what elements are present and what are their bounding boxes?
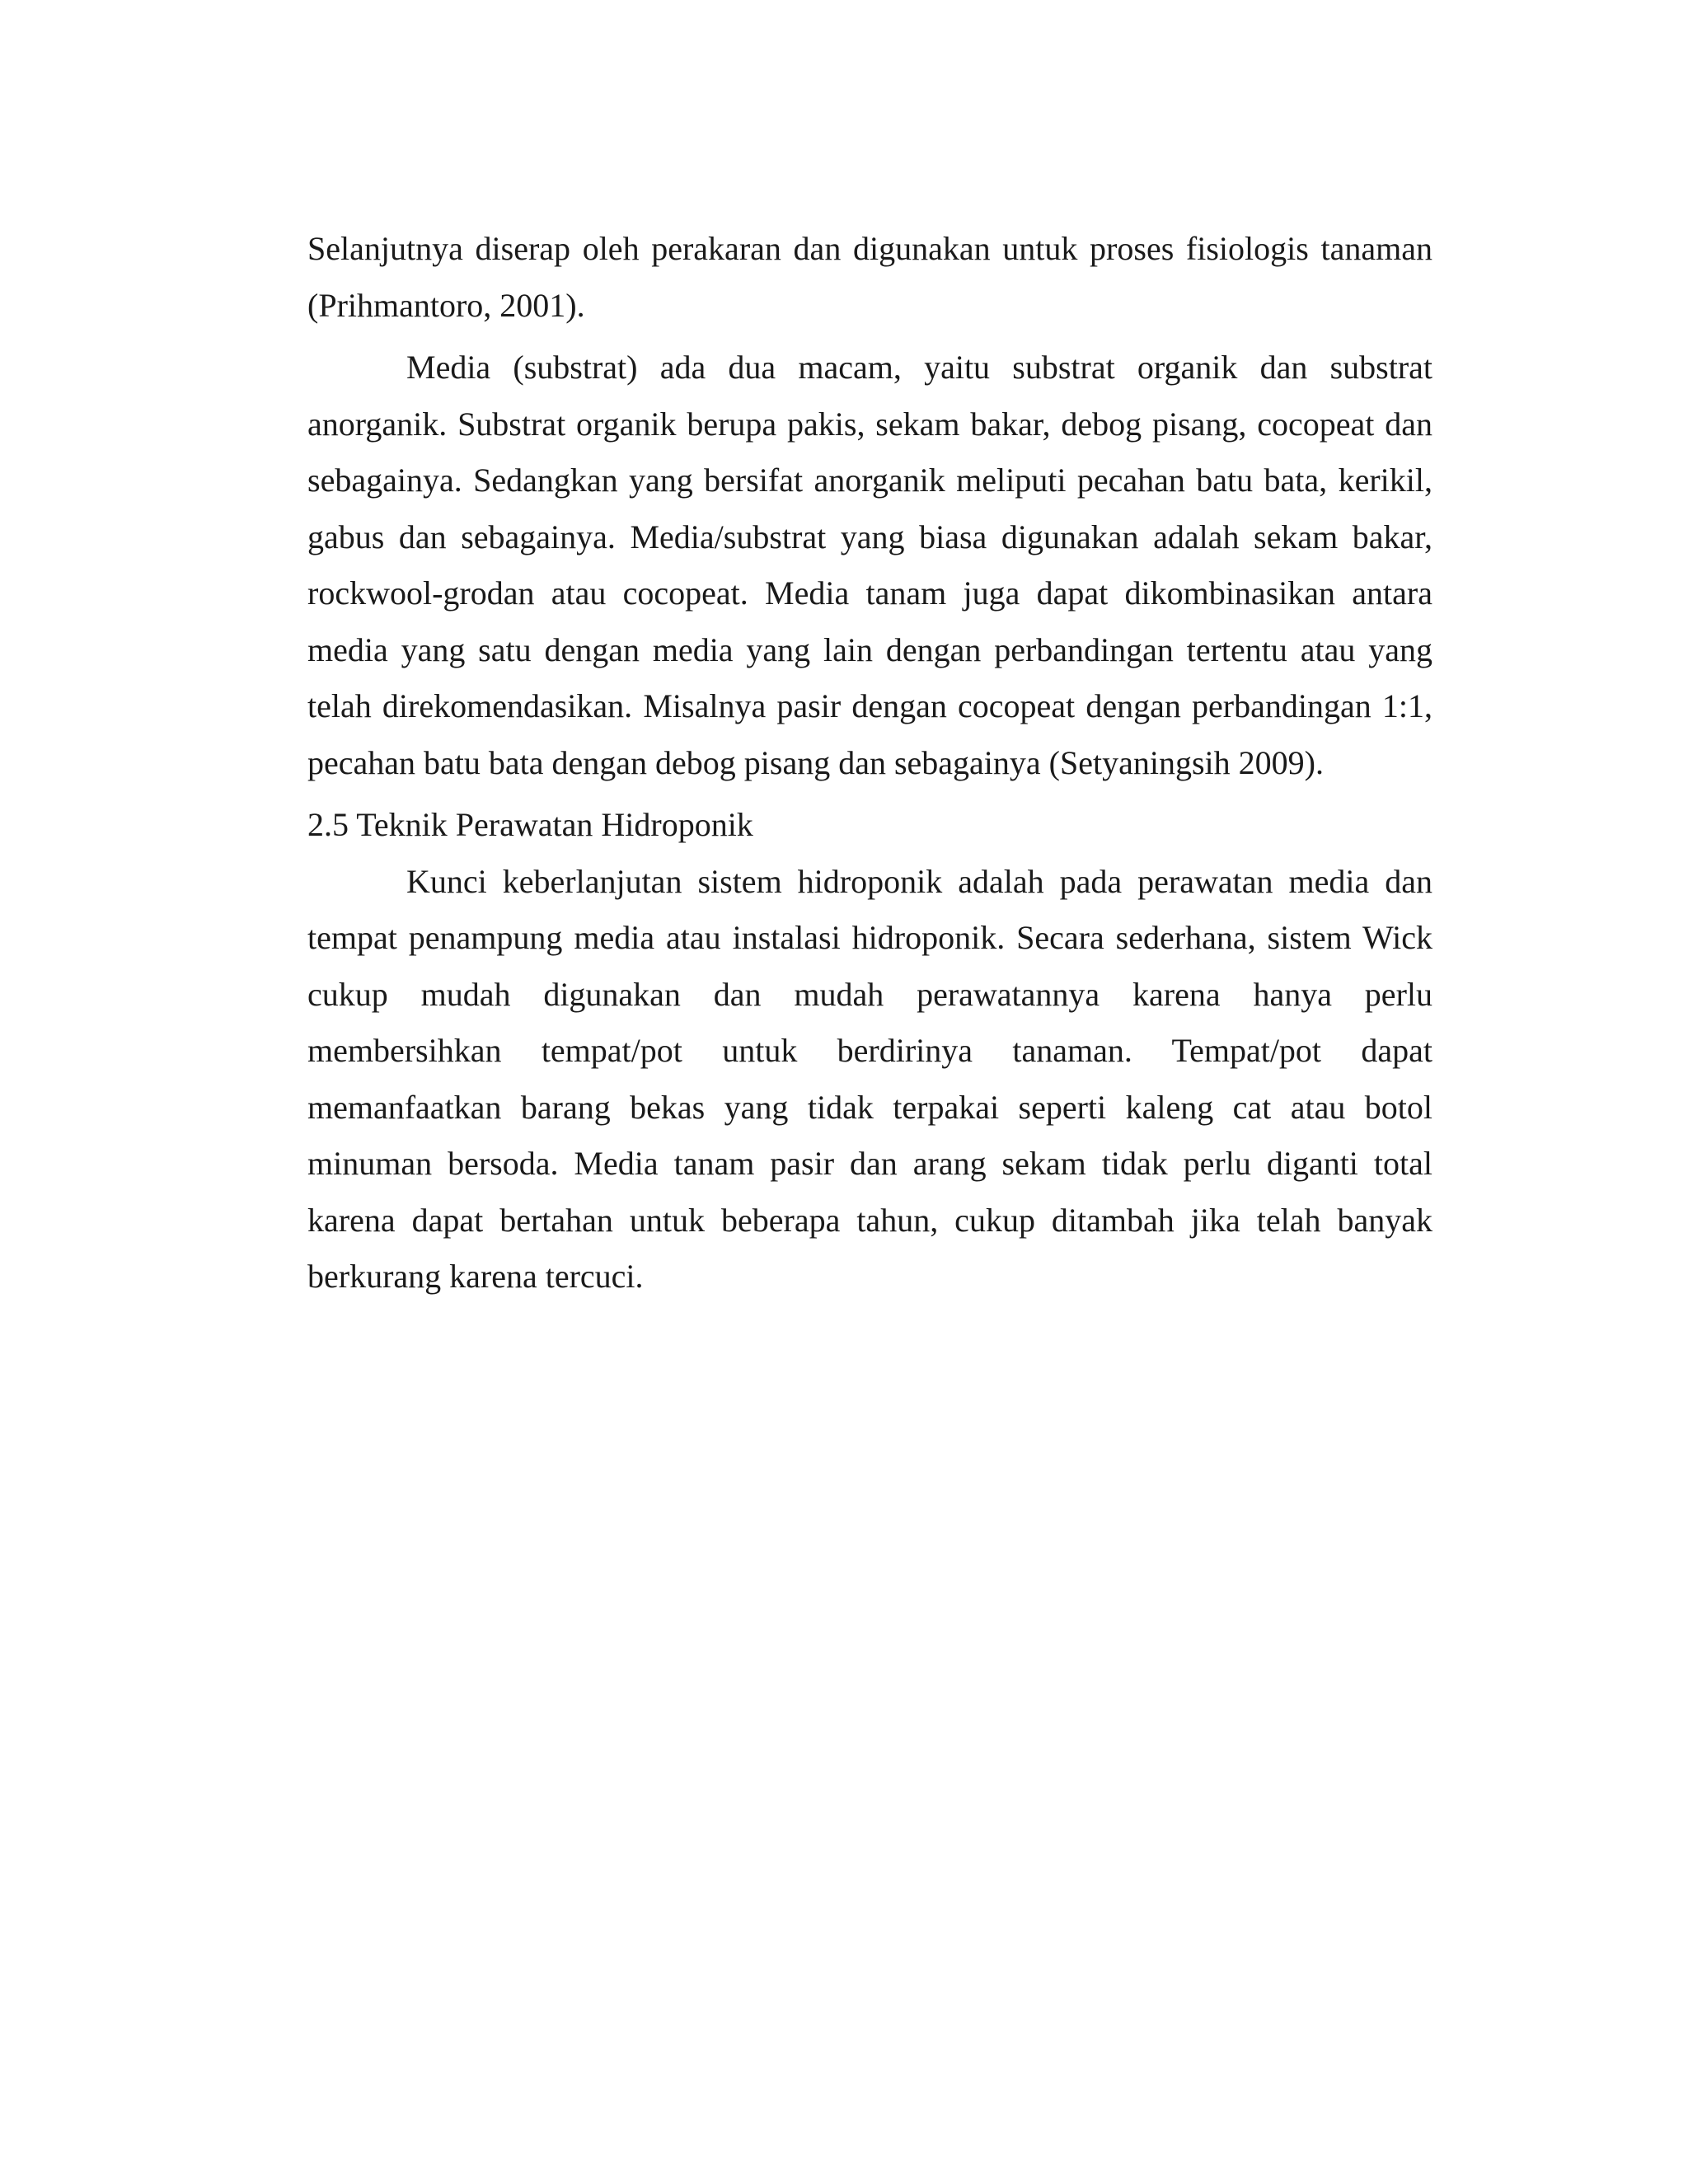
paragraph-media-substrat: Media (substrat) ada dua macam, yaitu substrat organik dan substrat anorganik. Substrat organik berupa pakis, sekam bakar, debog pisang, cocopeat dan sebagainya. Sedangkan yang bersifat anorganik meliputi pecahan batu bata, kerikil, gabus dan sebagainya. Media/substrat yang biasa digunakan adalah sekam bakar, rockwool-grodan atau cocopeat. Media tanam juga dapat dikombinasikan antara media yang satu dengan media yang lain dengan perbandingan tertentu atau yang telah direkomendasikan. Misalnya pasir dengan cocopeat dengan perbandingan 1:1, pecahan batu bata dengan debog pisang dan sebagainya (Setyaningsih 2009). [307,349,1432,781]
body-text [307,221,1432,1305]
paragraph-perawatan: Kunci keberlanjutan sistem hidroponik adalah pada perawatan media dan tempat penampung media atau instalasi hidroponik. Secara sederhana, sistem Wick cukup mudah digunakan dan mudah perawatannya karena hanya perlu membersihkan tempat/pot untuk berdirinya tanaman. Tempat/pot dapat memanfaatkan barang bekas yang tidak terpakai seperti kaleng cat atau botol minuman bersoda. Media tanam pasir dan arang sekam tidak perlu diganti total karena dapat bertahan untuk beberapa tahun, cukup ditambah jika telah banyak berkurang karena tercuci. [307,862,1432,1295]
section-heading: 2.5 Teknik Perawatan Hidroponik [307,806,753,843]
section-spacer [307,791,1432,797]
paragraph-spacer [307,334,1432,340]
paragraph-continuation: Selanjutnya diserap oleh perakaran dan digunakan untuk proses fisiologis tanaman (Prihmantoro, 2001). [307,230,1432,324]
